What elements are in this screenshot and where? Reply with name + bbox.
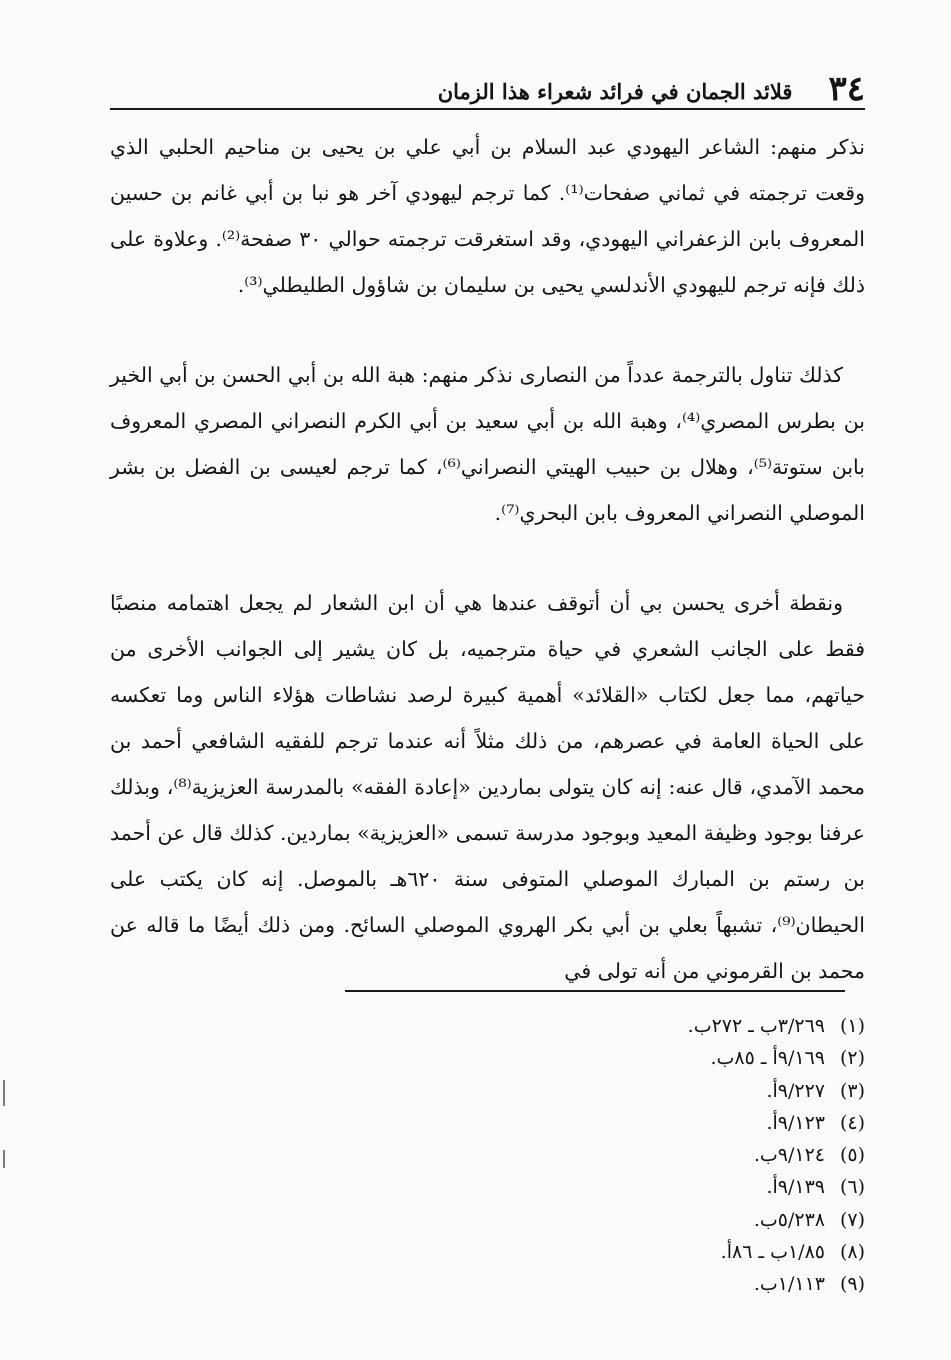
- footnote-number: (٤): [839, 1111, 865, 1134]
- body-text: [110, 124, 865, 994]
- footnote-number: (٢): [839, 1047, 865, 1070]
- footnote-item: [445, 1042, 865, 1074]
- page-header: [110, 56, 865, 109]
- footnote-text: ٩/١٣٩أ.: [766, 1176, 825, 1199]
- footnote-item: [445, 1010, 865, 1042]
- footnote-item: [445, 1236, 865, 1268]
- footnote-number: (٩): [839, 1273, 865, 1296]
- footnote-item: [445, 1107, 865, 1139]
- paragraph-3: ونقطة أخرى يحسن بي أن أتوقف عندها هي أن ابن الشعار لم يجعل اهتمامه منصبًا فقط على الجانب الشعري في حياة مترجميه، بل كان يشير إلى الجوانب الأخرى من حياتهم، مما جعل لكتاب «القلائد» أهمية كبيرة لرصد نشاطات هؤلاء الناس وما تعكسه على الحياة العامة في عصرهم، من ذلك مثلاً أنه عندما ترجم للفقيه الشافعي أحمد بن محمد الآمدي، قال عنه: إنه كان يتولى بماردين «إعادة الفقه» بالمدرسة العزيزية⁽⁸⁾، وبذلك عرفنا بوجود وظيفة المعيد وبوجود مدرسة تسمى «العزيزية» بماردين. كذلك قال عن أحمد بن رستم بن المبارك الموصلي المتوفى سنة ٦٢٠هـ بالموصل. إنه كان يكتب على الحيطان⁽⁹⁾، تشبهاً بعلي بن أبي بكر الهروي الموصلي السائح. ومن ذلك أيضًا ما قاله عن محمد بن القرموني من أنه تولى في: [110, 591, 865, 983]
- footnote-text: ٣/٢٦٩ب ـ ٢٧٢ب.: [687, 1015, 825, 1037]
- scan-speck: [3, 1080, 5, 1106]
- footnote-number: (٦): [839, 1176, 865, 1199]
- footnote-text: ٥/٢٣٨ب.: [753, 1208, 825, 1231]
- scan-speck: [3, 1150, 5, 1168]
- footnote-item: [445, 1139, 865, 1171]
- page-number: ٣٤: [828, 69, 865, 109]
- running-head: قلائد الجمان في فرائد شعراء هذا الزمان: [437, 79, 793, 104]
- footnote-rule: [345, 990, 845, 992]
- footnote-item: [445, 1171, 865, 1203]
- footnote-number: (٨): [839, 1241, 865, 1264]
- footnote-item: [445, 1075, 865, 1107]
- footnote-item: [445, 1204, 865, 1236]
- footnote-text: ٩/١٢٣أ.: [766, 1111, 825, 1134]
- footnote-text: ١/٨٥ب ـ ٨٦أ.: [720, 1241, 825, 1264]
- footnotes-list: [445, 1010, 865, 1301]
- footnote-number: (١): [839, 1015, 865, 1037]
- footnote-number: (٧): [839, 1208, 865, 1231]
- footnote-text: ١/١١٣ب.: [753, 1273, 825, 1296]
- footnote-item: [445, 1268, 865, 1300]
- paragraph-1: نذكر منهم: الشاعر اليهودي عبد السلام بن أبي علي بن يحيى بن مناحيم الحلبي الذي وقعت ترجمته في ثماني صفحات⁽¹⁾. كما ترجم ليهودي آخر هو نبا بن أبي غانم بن حسين المعروف بابن الزعفراني اليهودي، وقد استغرقت ترجمته حوالي ٣٠ صفحة⁽²⁾. وعلاوة على ذلك فإنه ترجم لليهودي الأندلسي يحيى بن سليمان بن شاؤول الطليطلي⁽³⁾.: [110, 135, 865, 297]
- footnote-number: (٥): [839, 1144, 865, 1167]
- footnote-text: ٩/٢٢٧أ.: [766, 1079, 825, 1102]
- footnote-text: ٩/١٢٤ب.: [753, 1144, 825, 1167]
- header-rule: [110, 108, 865, 110]
- paragraph-2: كذلك تناول بالترجمة عدداً من النصارى نذكر منهم: هبة الله بن أبي الحسن بن أبي الخير بن بطرس المصري⁽⁴⁾، وهبة الله بن أبي سعيد بن أبي الكرم النصراني المصري المعروف بابن ستوتة⁽⁵⁾، وهلال بن حبيب الهيتي النصراني⁽⁶⁾، كما ترجم لعيسى بن الفضل بن بشر الموصلي النصراني المعروف بابن البحري⁽⁷⁾.: [110, 363, 865, 525]
- footnote-number: (٣): [839, 1079, 865, 1102]
- footnote-text: ٩/١٦٩أ ـ ٨٥ب.: [710, 1047, 825, 1070]
